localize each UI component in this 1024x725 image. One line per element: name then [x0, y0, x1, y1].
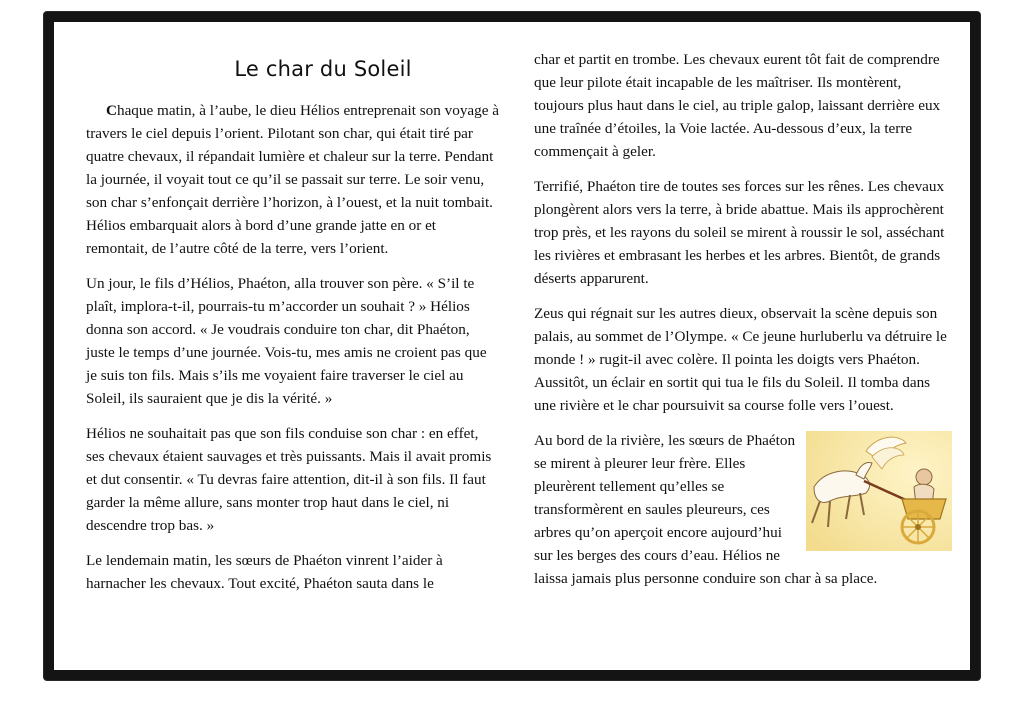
paragraph-7: Zeus qui régnait sur les autres dieux, observait la scène depuis son palais, au sommet de l’Olympe. « Ce jeune hurluberlu va détruire le monde ! » rugit-il avec colère. Il pointa les doigts vers Phaéton. Aussitôt, un éclair en sortit qui tua le fils du Soleil. Il tomba dans une rivière et le char poursuivit sa course folle vers l’ouest. — [534, 305, 947, 414]
chariot-box — [902, 499, 946, 519]
wheel-hub — [915, 524, 921, 530]
paragraph-1 — [86, 99, 500, 260]
page-sheet — [54, 22, 970, 670]
story-title: Le char du Soleil — [234, 57, 412, 81]
left-column — [86, 22, 500, 607]
driver-head — [916, 469, 932, 485]
paragraph-6: Terrifié, Phaéton tire de toutes ses forces sur les rênes. Les chevaux plongèrent alors vers la terre, à bride abattue. Mais ils approchèrent trop près, et les rayons du soleil se mirent à roussir le sol, asséchant les rivières et embrasant les herbes et les arbres. Bientôt, de grands déserts apparurent. — [534, 178, 945, 287]
right-column — [534, 22, 954, 602]
chariot-drawing — [806, 431, 952, 551]
sun-chariot-illustration — [806, 431, 952, 551]
paragraph-8: Au bord de la rivière, les sœurs de Phaéton se mirent à pleurer leur frère. Elles pleurèrent tellement qu’elles se transformèrent en saules pleureurs, ces arbres qu’on aperçoit encore aujourd’hui sur les berges des cours d’eau. Hélios ne laissa jamais plus personne conduire son char à sa place. — [534, 432, 878, 587]
paragraph-5: char et partit en trombe. Les chevaux eurent tôt fait de comprendre que leur pilote était incapable de les maîtriser. Ils montèrent, toujours plus haut dans le ciel, au triple galop, laissant derrière eux une traînée d’étoiles, la Voie lactée. Au-dessous d’eux, la terre commençait à geler. — [534, 51, 941, 160]
paragraph-1-text: haque matin, à l’aube, le dieu Hélios entreprenait son voyage à travers le ciel depuis l’orient. Pilotant son char, qui était tiré par quatre chevaux, il répandait lumière et chaleur sur la terre. Pendant la journée, il voyait tout ce qu’il se passait sur terre. Le soir venu, son char s’enfonçait derrière l’horizon, à l’ouest, et la nuit tombait. Hélios embarquait alors à bord d’une grande jatte en or et remontait, de l’autre côté de la terre, vers l’orient. — [86, 102, 500, 257]
page-border-frame — [44, 12, 980, 680]
drop-cap: C — [106, 102, 117, 119]
paragraph-3: Hélios ne souhaitait pas que son fils conduise son char : en effet, ses chevaux étaient sauvages et très puissants. Mais il avait promis et dut consentir. « Tu devras faire attention, dit-il à son fils. Il faut garder la même allure, sans monter trop haut dans le ciel, ni descendre trop bas. » — [86, 425, 492, 534]
paragraph-4: Le lendemain matin, les sœurs de Phaéton vinrent l’aider à harnacher les chevaux. Tout excité, Phaéton sauta dans le — [86, 552, 443, 592]
paragraph-2: Un jour, le fils d’Hélios, Phaéton, alla trouver son père. « S’il te plaît, implora-t-il, pourrais-tu m’accorder un souhait ? » Hélios donna son accord. « Je voudrais conduire ton char, dit Phaéton, juste le temps d’une journée. Vois-tu, mes amis ne croient pas que je suis ton fils. Mais s’ils me voyaient faire traverser le ciel au Soleil, ils sauraient que je dis la vérité. » — [86, 275, 487, 407]
